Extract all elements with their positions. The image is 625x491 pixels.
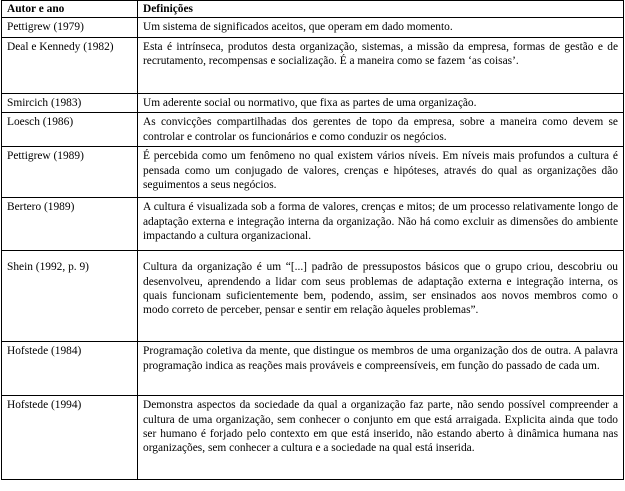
table-row <box>2 396 624 480</box>
author-cell: Hofstede (1994) <box>2 396 138 480</box>
table-row <box>2 18 624 37</box>
author-cell: Hofstede (1984) <box>2 342 138 396</box>
definition-cell: Demonstra aspectos da sociedade da qual a organização faz parte, não sendo possível compreender a cultura de uma organização, sem conhecer o conjunto em que está arraigada. Explicita ainda que todo ser humano é forjado pelo contexto em que está inserido, não estando aberto à dinâmica humana nas organizações, sem conhecer a cultura e a sociedade na qual está inserida. <box>138 396 624 480</box>
definition-cell: Um aderente social ou normativo, que fixa as partes de uma organização. <box>138 93 624 112</box>
table-row <box>2 113 624 147</box>
table-header-row <box>2 1 624 18</box>
author-cell: Deal e Kennedy (1982) <box>2 37 138 93</box>
definition-cell: As convicções compartilhadas dos gerentes de topo da empresa, sobre a maneira como devem se controlar e controlar os funcionários e como conduzir os negócios. <box>138 113 624 147</box>
table-row <box>2 198 624 251</box>
definition-cell: Um sistema de significados aceitos, que operam em dado momento. <box>138 18 624 37</box>
author-cell: Loesch (1986) <box>2 113 138 147</box>
author-cell: Pettigrew (1979) <box>2 18 138 37</box>
definition-cell: Esta é intrínseca, produtos desta organização, sistemas, a missão da empresa, formas de gestão e de recrutamento, recompensas e socialização. É a maneira como se fazem ‘as coisas’. <box>138 37 624 93</box>
author-column-header: Autor e ano <box>2 1 138 18</box>
table-row <box>2 93 624 112</box>
author-cell: Pettigrew (1989) <box>2 147 138 198</box>
definition-cell: Programação coletiva da mente, que distingue os membros de uma organização dos de outra. A palavra programação indica as reações mais prováveis e compreensíveis, em função do passado de cada um. <box>138 342 624 396</box>
author-cell: Shein (1992, p. 9) <box>2 251 138 342</box>
author-cell: Bertero (1989) <box>2 198 138 251</box>
author-cell: Smircich (1983) <box>2 93 138 112</box>
definitions-table <box>1 0 624 480</box>
definition-column-header: Definições <box>138 1 624 18</box>
table-row <box>2 37 624 93</box>
definition-cell: É percebida como um fenômeno no qual existem vários níveis. Em níveis mais profundos a cultura é pensada como um conjugado de valores, crenças e hipóteses, através do qual as organizações dão seguimentos a seus negócios. <box>138 147 624 198</box>
definition-cell: A cultura é visualizada sob a forma de valores, crenças e mitos; de um processo relativamente longo de adaptação externa e integração interna da organização. Não há como excluir as dimensões do ambiente impactando a cultura organizacional. <box>138 198 624 251</box>
table-row <box>2 147 624 198</box>
table-row <box>2 251 624 342</box>
table-row <box>2 342 624 396</box>
definition-cell: Cultura da organização é um “[...] padrão de pressupostos básicos que o grupo criou, descobriu ou desenvolveu, aprendendo a lidar com seus problemas de adaptação externa e integração interna, os quais funcionam suficientemente bem, podendo, assim, ser ensinados aos novos membros como o modo correto de perceber, pensar e sentir em relação àqueles problemas”. <box>138 251 624 342</box>
